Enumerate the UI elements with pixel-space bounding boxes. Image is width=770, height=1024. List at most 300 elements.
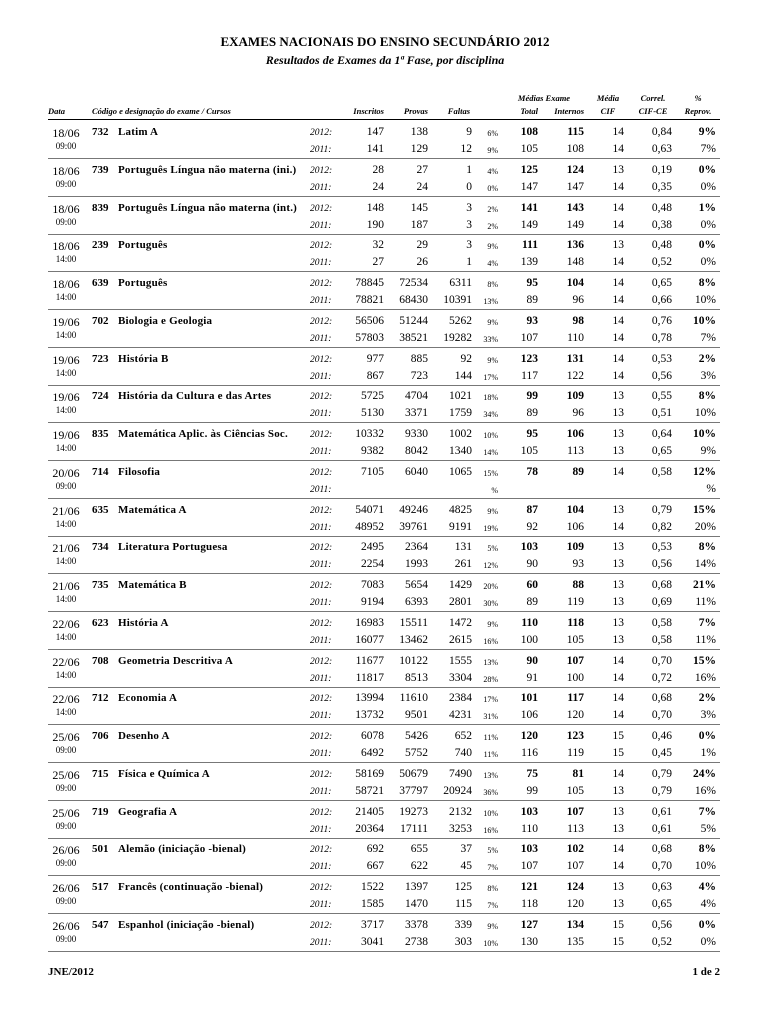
year-label: 2012:	[310, 543, 333, 554]
faltas-pct-value: 11%	[483, 733, 498, 742]
provas-value: 655	[410, 843, 428, 856]
col-header-pct: %	[694, 93, 702, 103]
header-rule	[48, 119, 720, 120]
exam-time: 09:00	[55, 178, 77, 189]
inscritos-value: 6078	[361, 730, 384, 742]
exam-time: 09:00	[55, 216, 77, 227]
col-header-data: Data	[48, 106, 65, 116]
media-internos-value: 102	[566, 843, 584, 856]
correl-value: 0,68	[651, 579, 672, 591]
inscritos-value: 20364	[355, 822, 384, 835]
faltas-value: 261	[454, 558, 472, 571]
media-total-value: 89	[526, 407, 538, 420]
media-internos-value: 115	[567, 126, 584, 138]
media-internos-value: 131	[566, 352, 584, 365]
faltas-pct-value: 13%	[483, 657, 498, 667]
faltas-pct-value: %	[491, 485, 498, 495]
reprov-value: 11%	[695, 633, 716, 646]
reprov-value: 8%	[698, 541, 716, 554]
faltas-pct-value: 8%	[487, 280, 498, 289]
faltas-value: 4825	[449, 503, 472, 516]
faltas-value: 303	[454, 935, 472, 948]
media-cif-value: 13	[612, 445, 624, 457]
exam-code: 623	[92, 616, 109, 629]
faltas-value: 4231	[449, 709, 472, 722]
exam-code: 719	[92, 805, 109, 818]
inscritos-value: 1522	[361, 881, 384, 893]
exam-code: 735	[92, 579, 109, 591]
year-label: 2012:	[310, 694, 333, 705]
exam-time: 09:00	[55, 858, 77, 869]
media-total-value: 103	[520, 541, 538, 554]
reprov-value: 4%	[698, 881, 716, 893]
faltas-value: 1429	[449, 579, 472, 591]
provas-value: 3378	[405, 918, 428, 931]
inscritos-value: 7105	[361, 465, 384, 478]
year-label: 2011:	[310, 182, 332, 193]
inscritos-value: 5130	[361, 407, 384, 420]
media-total-value: 91	[526, 671, 538, 684]
media-cif-value: 15	[612, 935, 624, 948]
inscritos-value: 148	[366, 201, 384, 214]
exam-time: 09:00	[55, 782, 77, 793]
exam-time: 14:00	[55, 292, 77, 302]
inscritos-value: 28	[372, 163, 384, 176]
media-total-value: 89	[526, 596, 538, 608]
year-label: 2012:	[310, 392, 333, 403]
provas-value: 1397	[405, 881, 428, 893]
faltas-pct-value: 13%	[483, 770, 498, 780]
media-total-value: 105	[520, 143, 538, 155]
exam-code: 706	[92, 730, 109, 742]
exam-time: 09:00	[55, 745, 77, 755]
exam-entry	[0, 877, 770, 915]
media-cif-value: 15	[612, 747, 624, 759]
reprov-value: 5%	[700, 822, 716, 835]
exam-name: História A	[118, 616, 169, 629]
faltas-value: 1002	[449, 428, 472, 440]
media-cif-value: 13	[612, 805, 624, 818]
media-cif-value: 14	[612, 654, 624, 667]
media-internos-value: 135	[566, 935, 584, 948]
reprov-value: 1%	[700, 747, 716, 759]
inscritos-value: 10332	[355, 428, 384, 440]
correl-value: 0,79	[651, 767, 672, 780]
media-internos-value: 96	[572, 407, 584, 420]
exam-date: 25/06	[52, 767, 80, 782]
inscritos-value: 78821	[355, 294, 384, 306]
year-label: 2012:	[310, 279, 333, 289]
faltas-pct-value: 11%	[483, 750, 498, 759]
inscritos-value: 32	[372, 239, 384, 252]
exam-name: Economia A	[118, 692, 178, 705]
exam-entry	[0, 839, 770, 877]
year-label: 2011:	[310, 598, 332, 608]
exam-name: Matemática Aplic. às Ciências Soc.	[118, 428, 288, 440]
exam-name: Alemão (iniciação -bienal)	[118, 843, 247, 856]
provas-value: 17111	[400, 822, 428, 835]
reprov-value: 10%	[693, 314, 716, 327]
media-total-value: 75	[526, 767, 538, 780]
exam-code: 702	[92, 314, 109, 327]
correl-value: 0,48	[651, 239, 672, 252]
media-cif-value: 13	[612, 898, 624, 910]
media-cif-value: 14	[612, 331, 624, 344]
media-cif-value: 14	[612, 277, 624, 289]
exam-date: 18/06	[52, 163, 80, 178]
exam-date: 19/06	[52, 390, 80, 405]
exam-date: 21/06	[52, 503, 80, 518]
exam-name: Português	[118, 277, 168, 289]
media-internos-value: 123	[566, 730, 584, 742]
inscritos-value: 58169	[355, 767, 384, 780]
exam-name: Desenho A	[118, 730, 170, 742]
inscritos-value: 667	[366, 860, 384, 873]
reprov-value: 15%	[693, 654, 716, 667]
page-subtitle: Resultados de Exames da 1ª Fase, por disciplina	[265, 53, 505, 67]
media-internos-value: 117	[567, 692, 584, 705]
exam-time: 14:00	[55, 329, 77, 340]
media-internos-value: 104	[566, 503, 584, 516]
faltas-value: 1340	[449, 445, 472, 457]
reprov-value: 2%	[698, 692, 716, 705]
year-label: 2012:	[310, 505, 333, 516]
media-cif-value: 13	[612, 428, 624, 440]
reprov-value: 0%	[700, 218, 716, 231]
exam-name: Latim A	[118, 126, 159, 138]
faltas-pct-value: 17%	[483, 695, 498, 705]
inscritos-value: 692	[366, 843, 384, 856]
exam-entry	[0, 613, 770, 651]
reprov-value: 10%	[694, 407, 716, 420]
exam-entry	[0, 235, 770, 273]
media-total-value: 110	[521, 616, 538, 629]
provas-value: 622	[410, 860, 428, 873]
year-label: 2011:	[310, 560, 332, 571]
exam-entry	[0, 915, 770, 953]
faltas-pct-value: 5%	[487, 544, 498, 554]
year-label: 2011:	[310, 749, 332, 759]
provas-value: 5654	[405, 579, 428, 591]
exam-name: Filosofia	[118, 465, 161, 478]
inscritos-value: 141	[366, 143, 384, 155]
year-label: 2011:	[310, 409, 332, 420]
media-cif-value: 14	[612, 352, 624, 365]
page-title: EXAMES NACIONAIS DO ENSINO SECUNDÁRIO 2012	[220, 34, 550, 49]
correl-value: 0,55	[651, 390, 672, 403]
faltas-value: 339	[454, 918, 472, 931]
provas-value: 2738	[405, 935, 428, 948]
exam-code: 734	[92, 541, 109, 554]
year-label: 2011:	[310, 220, 332, 231]
exam-time: 09:00	[55, 933, 77, 944]
provas-value: 26	[416, 256, 428, 269]
correl-value: 0,72	[651, 671, 672, 684]
media-total-value: 105	[520, 445, 538, 457]
correl-value: 0,45	[651, 747, 672, 759]
media-internos-value: 105	[566, 784, 584, 797]
media-cif-value: 13	[612, 822, 624, 835]
faltas-pct-value: 9%	[487, 921, 498, 931]
correl-value: 0,48	[651, 201, 672, 214]
col-header-correl: Correl.	[640, 93, 666, 103]
media-internos-value: 107	[566, 654, 584, 667]
correl-value: 0,65	[651, 277, 672, 289]
inscritos-value: 867	[366, 369, 384, 382]
provas-value: 9501	[405, 709, 428, 722]
media-cif-value: 14	[612, 767, 624, 780]
year-label: 2012:	[310, 845, 333, 856]
provas-value: 3371	[405, 407, 428, 420]
correl-value: 0,79	[651, 503, 672, 516]
media-cif-value: 14	[612, 520, 624, 533]
faltas-value: 3	[466, 218, 472, 231]
faltas-pct-value: 5%	[487, 846, 498, 856]
reprov-value: 7%	[698, 805, 716, 818]
faltas-pct-value: 4%	[487, 166, 498, 176]
reprov-value: 24%	[693, 767, 716, 780]
provas-value: 8513	[405, 671, 428, 684]
provas-value: 72534	[399, 277, 428, 289]
reprov-value: 4%	[700, 898, 716, 910]
inscritos-value: 16983	[355, 616, 384, 629]
faltas-pct-value: 28%	[483, 674, 498, 684]
page-number: 1 de 2	[692, 966, 720, 978]
media-cif-value: 14	[612, 314, 624, 327]
exam-code: 739	[92, 163, 109, 176]
media-total-value: 110	[521, 822, 538, 835]
faltas-value: 652	[454, 730, 472, 742]
year-label: 2011:	[310, 333, 332, 344]
year-label: 2011:	[310, 371, 332, 382]
col-header-internos: Internos	[554, 106, 584, 116]
media-internos-value: 134	[566, 918, 584, 931]
inscritos-value: 48952	[355, 520, 384, 533]
provas-value: 8042	[405, 445, 428, 457]
exam-name: Matemática B	[118, 579, 187, 591]
media-internos-value: 93	[572, 558, 584, 571]
reprov-value: 9%	[698, 126, 716, 138]
provas-value: 39761	[399, 520, 428, 533]
media-total-value: 117	[521, 369, 538, 382]
provas-value: 49246	[399, 503, 428, 516]
media-cif-value: 15	[612, 918, 624, 931]
faltas-value: 2801	[449, 596, 472, 608]
exam-date: 20/06	[52, 465, 80, 480]
media-internos-value: 89	[572, 465, 584, 478]
inscritos-value: 58721	[355, 784, 384, 797]
reprov-value: 16%	[694, 784, 716, 797]
faltas-pct-value: 9%	[487, 355, 498, 365]
inscritos-value: 11817	[355, 671, 384, 684]
faltas-pct-value: 15%	[483, 468, 498, 478]
reprov-value: 11%	[695, 596, 716, 608]
exam-code: 732	[92, 126, 109, 138]
provas-value: 51244	[399, 314, 428, 327]
reprov-value: 10%	[693, 428, 716, 440]
media-internos-value: 113	[567, 445, 584, 457]
media-internos-value: 98	[572, 314, 584, 327]
year-label: 2012:	[310, 203, 333, 214]
exam-entry	[0, 311, 770, 349]
exam-code: 724	[92, 390, 109, 403]
media-internos-value: 100	[566, 671, 584, 684]
exam-table	[0, 122, 770, 953]
correl-value: 0,53	[651, 352, 672, 365]
reprov-value: 0%	[700, 256, 716, 269]
correl-value: 0,38	[651, 218, 672, 231]
col-header-medias-exame: Médias Exame	[517, 93, 571, 103]
year-label: 2011:	[310, 862, 332, 873]
faltas-value: 3	[466, 201, 472, 214]
provas-value: 1470	[405, 898, 428, 910]
media-total-value: 95	[526, 277, 538, 289]
provas-value: 723	[410, 369, 428, 382]
col-header-cif: CIF	[600, 106, 616, 116]
faltas-value: 2132	[449, 805, 472, 818]
reprov-value: 20%	[694, 520, 716, 533]
media-internos-value: 107	[566, 860, 584, 873]
reprov-value: 21%	[693, 579, 716, 591]
provas-value: 68430	[399, 294, 428, 306]
faltas-value: 12	[460, 143, 472, 155]
year-label: 2012:	[310, 581, 333, 591]
inscritos-value: 2495	[361, 541, 384, 554]
exam-code: 517	[92, 881, 109, 893]
media-internos-value: 124	[566, 881, 584, 893]
media-total-value: 93	[526, 314, 538, 327]
exam-date: 26/06	[52, 881, 80, 895]
faltas-pct-value: 34%	[483, 410, 498, 420]
exam-entry	[0, 122, 770, 160]
faltas-pct-value: 10%	[483, 431, 498, 440]
reprov-value: 9%	[700, 445, 716, 457]
exam-code: 715	[92, 767, 109, 780]
year-label: 2012:	[310, 883, 333, 893]
faltas-pct-value: 13%	[483, 297, 498, 306]
media-total-value: 125	[520, 163, 538, 176]
reprov-value: 10%	[694, 860, 716, 873]
media-cif-value: 13	[612, 784, 624, 797]
exam-time: 09:00	[55, 896, 77, 906]
exam-name: Biologia e Geologia	[118, 314, 213, 327]
inscritos-value: 27	[372, 256, 384, 269]
faltas-pct-value: 9%	[487, 146, 498, 155]
year-label: 2012:	[310, 354, 333, 365]
exam-name: História da Cultura e das Artes	[118, 390, 272, 403]
media-cif-value: 14	[612, 369, 624, 382]
year-label: 2011:	[310, 937, 332, 948]
exam-code: 723	[92, 352, 109, 365]
exam-entry	[0, 424, 770, 462]
exam-time: 14:00	[55, 443, 77, 453]
correl-value: 0,66	[651, 294, 672, 306]
year-label: 2011:	[310, 145, 332, 155]
year-label: 2012:	[310, 241, 333, 252]
year-label: 2011:	[310, 673, 332, 684]
exam-time: 09:00	[55, 820, 77, 831]
exam-entry	[0, 726, 770, 764]
media-total-value: 139	[520, 256, 538, 269]
exam-time: 14:00	[55, 518, 77, 529]
exam-entry	[0, 537, 770, 575]
inscritos-value: 3717	[361, 918, 384, 931]
faltas-pct-value: 36%	[483, 787, 498, 797]
media-total-value: 141	[520, 201, 538, 214]
reprov-value: 0%	[700, 935, 716, 948]
faltas-value: 1555	[449, 654, 472, 667]
faltas-pct-value: 17%	[483, 372, 498, 382]
media-total-value: 99	[526, 390, 538, 403]
inscritos-value: 78845	[355, 277, 384, 289]
reprov-value: 14%	[694, 558, 716, 571]
media-cif-value: 14	[612, 256, 624, 269]
reprov-value: 0%	[698, 163, 716, 176]
year-label: 2012:	[310, 769, 333, 780]
faltas-value: 1759	[449, 407, 472, 420]
exam-date: 19/06	[52, 428, 80, 442]
exam-date: 19/06	[52, 314, 80, 329]
media-cif-value: 14	[612, 201, 624, 214]
year-label: 2012:	[310, 128, 333, 138]
media-total-value: 116	[521, 747, 538, 759]
faltas-value: 6311	[449, 277, 472, 289]
reprov-value: 0%	[700, 180, 716, 193]
year-label: 2012:	[310, 618, 333, 629]
exam-name: Geografia A	[118, 805, 178, 818]
year-label: 2011:	[310, 786, 332, 797]
media-internos-value: 148	[566, 256, 584, 269]
correl-value: 0,64	[651, 428, 672, 440]
faltas-value: 9	[466, 126, 472, 138]
correl-value: 0,63	[651, 881, 672, 893]
media-total-value: 130	[520, 935, 538, 948]
media-total-value: 87	[526, 503, 538, 516]
media-cif-value: 13	[612, 881, 624, 893]
media-cif-value: 14	[612, 465, 624, 478]
year-label: 2011:	[310, 711, 332, 722]
provas-value: 38521	[399, 331, 428, 344]
faltas-value: 125	[454, 881, 472, 893]
reprov-value: 8%	[698, 390, 716, 403]
col-header-faltas: Faltas	[447, 106, 470, 116]
provas-value: 4704	[405, 390, 428, 403]
faltas-pct-value: 31%	[483, 712, 498, 722]
exam-date: 21/06	[52, 579, 80, 593]
media-total-value: 107	[520, 331, 538, 344]
exam-name: Português	[118, 239, 168, 252]
exam-code: 239	[92, 239, 109, 252]
correl-value: 0,56	[651, 558, 672, 571]
provas-value: 10122	[399, 654, 428, 667]
provas-value: 29	[416, 239, 428, 252]
exam-code: 639	[92, 277, 109, 289]
year-label: 2012:	[310, 316, 333, 327]
media-total-value: 147	[520, 180, 538, 193]
provas-value: 187	[410, 218, 428, 231]
correl-value: 0,70	[651, 860, 672, 873]
correl-value: 0,51	[651, 407, 672, 420]
media-total-value: 106	[520, 709, 538, 722]
media-cif-value: 14	[612, 671, 624, 684]
correl-value: 0,35	[651, 180, 672, 193]
media-total-value: 90	[526, 558, 538, 571]
faltas-value: 7490	[449, 767, 472, 780]
provas-value: 9330	[405, 428, 428, 440]
correl-value: 0,56	[651, 369, 672, 382]
correl-value: 0,68	[651, 692, 672, 705]
provas-value: 145	[410, 201, 428, 214]
